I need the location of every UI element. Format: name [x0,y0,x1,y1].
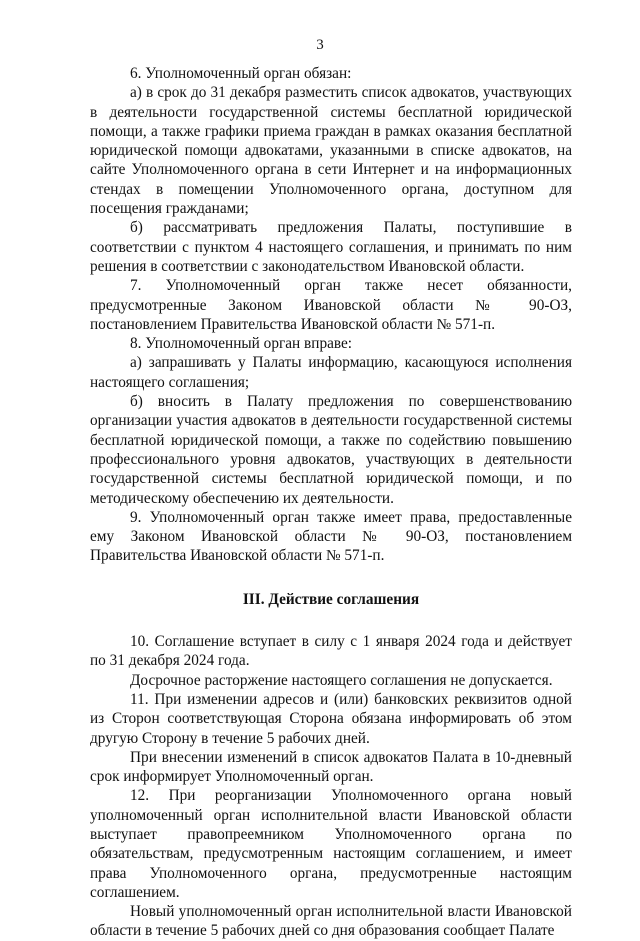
clause-11-list-changes: При внесении изменений в список адвокатов Палата в 10-дневный срок информирует Уполномоченный орган. [90,748,572,786]
clause-11: 11. При изменении адресов и (или) банковских реквизитов одной из Сторон соответствующая Сторона обязана информировать об этом другую Сторону в течение 5 рабочих дней. [90,690,572,747]
section-heading: III. Действие соглашения [242,590,420,608]
clause-10-termination: Досрочное расторжение настоящего соглашения не допускается. [130,671,553,689]
page-number: 3 [316,37,324,53]
clause-12-new-authority: Новый уполномоченный орган исполнительной власти Ивановской области в течение 5 рабочих дней со дня образования сообщает Палате [90,903,572,940]
clause-8-intro: 8. Уполномоченный орган вправе: [130,335,353,353]
clause-9: 9. Уполномоченный орган также имеет права, предоставленные ему Законом Ивановской области № 90-ОЗ, постановлением Правительства Ивановской области № 571-п. [90,508,572,565]
clause-6a: а) в срок до 31 декабря разместить список адвокатов, участвующих в деятельности государственной системы бесплатной юридической помощи, а также графики приема граждан в рамках оказания бесплатной юридической помощи адвокатами, указанными в списке адвокатов, на сайте Уполномоченного органа в сети Интернет и на информационных стендах в помещении Уполномоченного органа, доступном для посещения гражданами; [90,84,572,218]
clause-8b: б) вносить в Палату предложения по совершенствованию организации участия адвокатов в деятельности государственной системы бесплатной юридической помощи, а также по содействию повышению профессионального уровня адвокатов, участвующих в деятельности государственной системы бесплатной юридической помощи, и по методическому обеспечению их деятельности. [90,393,572,507]
clause-6-intro: 6. Уполномоченный орган обязан: [130,65,352,82]
clause-6b: б) рассматривать предложения Палаты, поступившие в соответствии с пунктом 4 настоящего соглашения, и принимать по ним решения в соответствии с законодательством Ивановской области. [90,219,572,275]
clause-8a: а) запрашивать у Палаты информацию, касающуюся исполнения настоящего соглашения; [90,354,572,391]
clause-12: 12. При реорганизации Уполномоченного органа новый уполномоченный орган исполнительной власти Ивановской области выступает правопреемником Уполномоченного органа по обязательствам, предусмотренным настоящим соглашением, и имеет права Уполномоченного органа, предусмотренные настоящим соглашением. [90,787,572,901]
clause-10: 10. Соглашение вступает в силу с 1 января 2024 года и действует по 31 декабря 2024 года. [90,633,572,670]
clause-7: 7. Уполномоченный орган также несет обязанности, предусмотренные Законом Ивановской области № 90-ОЗ, постановлением Правительства Ивановской области № 571-п. [90,277,572,333]
document-body [90,64,572,941]
